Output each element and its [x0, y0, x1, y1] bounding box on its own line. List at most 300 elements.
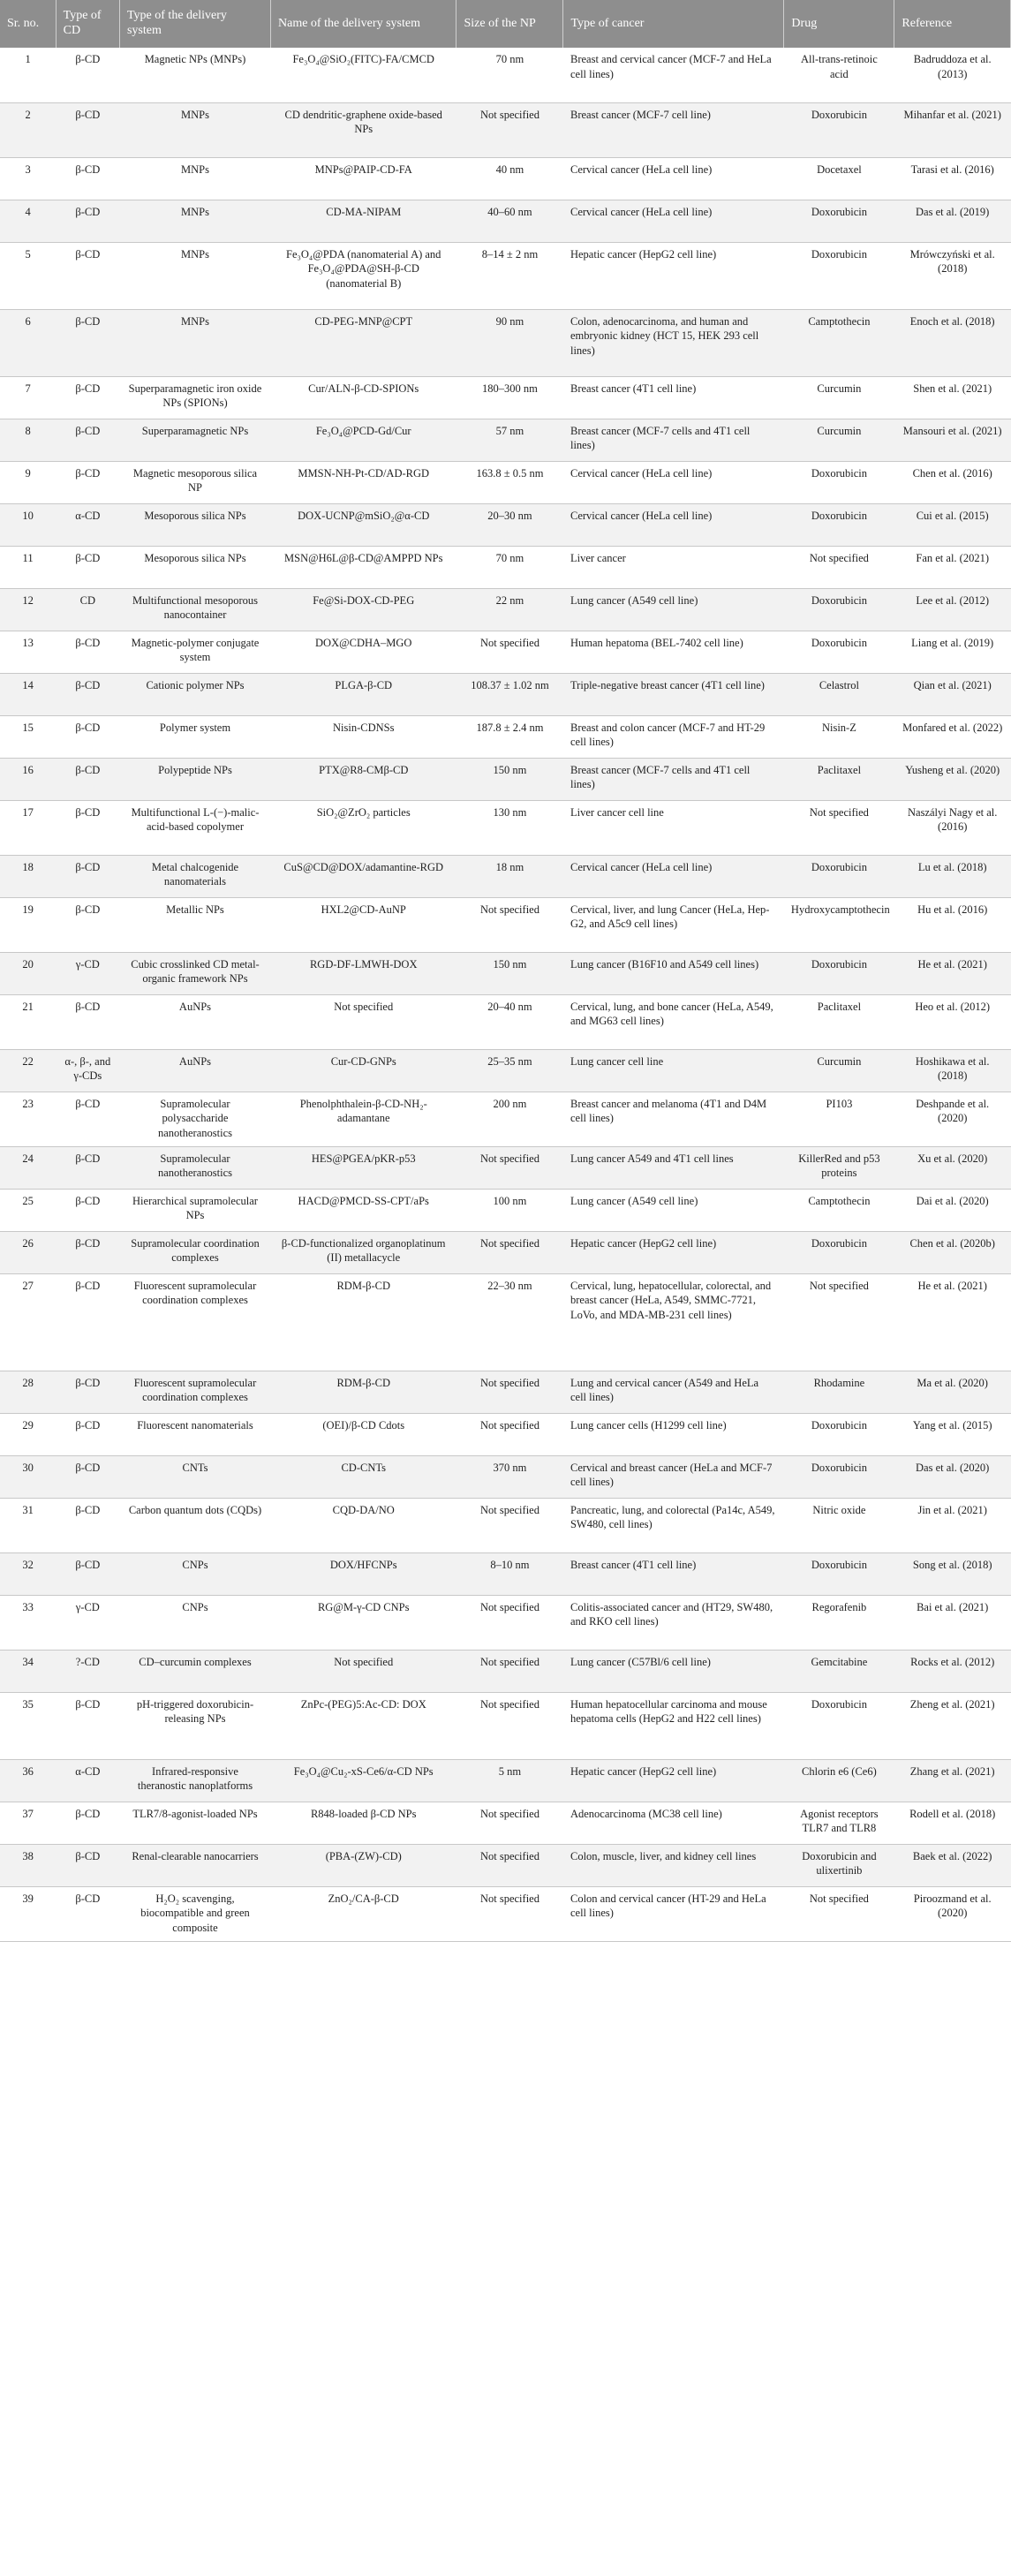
table-row	[0, 1692, 1011, 1759]
cell-delivery-type: Polymer system	[119, 715, 270, 758]
cell-type-of-cd: β-CD	[56, 1552, 119, 1595]
cell-sr-no: 11	[0, 546, 56, 588]
cell-cancer-type: Triple-negative breast cancer (4T1 cell line)	[563, 673, 784, 715]
cell-reference: Mihanfar et al. (2021)	[894, 102, 1011, 157]
cell-cancer-type: Lung cancer (C57Bl/6 cell line)	[563, 1650, 784, 1692]
cell-delivery-name: Fe₃O₄@PDA (nanomaterial A) and Fe₃O₄@PDA@SH-β-CD (nanomaterial B)	[271, 242, 456, 309]
cell-delivery-name: DOX@CDHA–MGO	[271, 631, 456, 673]
cell-cancer-type: Adenocarcinoma (MC38 cell line)	[563, 1802, 784, 1844]
cell-delivery-type: Mesoporous silica NPs	[119, 546, 270, 588]
table-row	[0, 673, 1011, 715]
cell-sr-no: 12	[0, 588, 56, 631]
table-row	[0, 1498, 1011, 1552]
table-row	[0, 588, 1011, 631]
table-row	[0, 419, 1011, 461]
cell-sr-no: 8	[0, 419, 56, 461]
cell-delivery-type: Cationic polymer NPs	[119, 673, 270, 715]
cell-reference: Hu et al. (2016)	[894, 897, 1011, 952]
cell-delivery-name: Cur/ALN-β-CD-SPIONs	[271, 376, 456, 419]
cell-sr-no: 3	[0, 157, 56, 200]
cell-sr-no: 23	[0, 1092, 56, 1146]
cell-sr-no: 18	[0, 855, 56, 897]
cell-sr-no: 17	[0, 800, 56, 855]
table-row	[0, 376, 1011, 419]
cell-delivery-name: CD-PEG-MNP@CPT	[271, 309, 456, 376]
cell-reference: Xu et al. (2020)	[894, 1146, 1011, 1189]
cell-drug: Doxorubicin	[784, 461, 894, 503]
cell-np-size: 150 nm	[456, 758, 563, 800]
header-np-size: Size of the NP	[456, 0, 563, 48]
header-sr-no: Sr. no.	[0, 0, 56, 48]
cell-sr-no: 36	[0, 1759, 56, 1802]
cell-type-of-cd: β-CD	[56, 419, 119, 461]
cell-cancer-type: Human hepatocellular carcinoma and mouse hepatoma cells (HepG2 and H22 cell lines)	[563, 1692, 784, 1759]
cell-drug: Celastrol	[784, 673, 894, 715]
table-row	[0, 855, 1011, 897]
cell-delivery-name: DOX-UCNP@mSiO₂@α-CD	[271, 503, 456, 546]
cell-drug: All-trans-retinoic acid	[784, 48, 894, 102]
cell-type-of-cd: β-CD	[56, 242, 119, 309]
cell-reference: Tarasi et al. (2016)	[894, 157, 1011, 200]
cell-np-size: 40–60 nm	[456, 200, 563, 242]
cell-sr-no: 10	[0, 503, 56, 546]
cell-drug: Rhodamine	[784, 1371, 894, 1413]
cell-np-size: Not specified	[456, 1595, 563, 1650]
cell-reference: Monfared et al. (2022)	[894, 715, 1011, 758]
cell-np-size: 200 nm	[456, 1092, 563, 1146]
cell-np-size: 370 nm	[456, 1455, 563, 1498]
cell-np-size: 8–10 nm	[456, 1552, 563, 1595]
cell-type-of-cd: β-CD	[56, 1231, 119, 1273]
cell-cancer-type: Liver cancer	[563, 546, 784, 588]
cell-cancer-type: Breast cancer (MCF-7 cells and 4T1 cell lines)	[563, 758, 784, 800]
cell-drug: Paclitaxel	[784, 758, 894, 800]
cell-delivery-type: CNTs	[119, 1455, 270, 1498]
cell-np-size: 20–40 nm	[456, 994, 563, 1049]
cell-np-size: 18 nm	[456, 855, 563, 897]
cell-reference: Badruddoza et al. (2013)	[894, 48, 1011, 102]
cell-type-of-cd: β-CD	[56, 631, 119, 673]
cell-delivery-name: Not specified	[271, 1650, 456, 1692]
cell-delivery-name: CD-MA-NIPAM	[271, 200, 456, 242]
cell-np-size: 163.8 ± 0.5 nm	[456, 461, 563, 503]
cell-delivery-name: HACD@PMCD-SS-CPT/aPs	[271, 1189, 456, 1231]
cell-type-of-cd: β-CD	[56, 48, 119, 102]
cell-type-of-cd: β-CD	[56, 1692, 119, 1759]
cell-cancer-type: Colon, muscle, liver, and kidney cell lines	[563, 1844, 784, 1886]
cell-delivery-name: β-CD-functionalized organoplatinum (II) metallacycle	[271, 1231, 456, 1273]
cell-delivery-type: AuNPs	[119, 1049, 270, 1092]
cell-drug: Camptothecin	[784, 1189, 894, 1231]
cell-delivery-name: ZnO₂/CA-β-CD	[271, 1886, 456, 1941]
cell-cancer-type: Cervical cancer (HeLa cell line)	[563, 855, 784, 897]
cell-np-size: 150 nm	[456, 952, 563, 994]
cell-delivery-name: Fe@Si-DOX-CD-PEG	[271, 588, 456, 631]
cell-drug: Doxorubicin	[784, 588, 894, 631]
cell-delivery-name: HXL2@CD-AuNP	[271, 897, 456, 952]
cell-delivery-type: Fluorescent supramolecular coordination complexes	[119, 1273, 270, 1371]
cell-delivery-type: AuNPs	[119, 994, 270, 1049]
cell-cancer-type: Breast cancer (MCF-7 cells and 4T1 cell lines)	[563, 419, 784, 461]
cell-np-size: 108.37 ± 1.02 nm	[456, 673, 563, 715]
cell-np-size: 70 nm	[456, 546, 563, 588]
cell-type-of-cd: β-CD	[56, 1886, 119, 1941]
cell-cancer-type: Hepatic cancer (HepG2 cell line)	[563, 1759, 784, 1802]
cell-sr-no: 37	[0, 1802, 56, 1844]
cell-type-of-cd: γ-CD	[56, 1595, 119, 1650]
cell-cancer-type: Colon, adenocarcinoma, and human and embryonic kidney (HCT 15, HEK 293 cell lines)	[563, 309, 784, 376]
cell-delivery-name: Cur-CD-GNPs	[271, 1049, 456, 1092]
cell-delivery-name: PTX@R8-CMβ-CD	[271, 758, 456, 800]
cell-delivery-type: MNPs	[119, 309, 270, 376]
table-row	[0, 1802, 1011, 1844]
cell-delivery-type: Multifunctional mesoporous nanocontainer	[119, 588, 270, 631]
cell-type-of-cd: β-CD	[56, 157, 119, 200]
cell-np-size: Not specified	[456, 1802, 563, 1844]
cell-reference: Shen et al. (2021)	[894, 376, 1011, 419]
cell-type-of-cd: α-, β-, and γ-CDs	[56, 1049, 119, 1092]
cell-reference: Zhang et al. (2021)	[894, 1759, 1011, 1802]
cell-delivery-type: Superparamagnetic NPs	[119, 419, 270, 461]
table-row	[0, 102, 1011, 157]
cell-reference: Qian et al. (2021)	[894, 673, 1011, 715]
table-row	[0, 1886, 1011, 1941]
cell-sr-no: 34	[0, 1650, 56, 1692]
cell-reference: Rocks et al. (2012)	[894, 1650, 1011, 1692]
cell-reference: Liang et al. (2019)	[894, 631, 1011, 673]
cell-np-size: 20–30 nm	[456, 503, 563, 546]
cell-drug: Doxorubicin	[784, 631, 894, 673]
header-delivery-type: Type of the delivery system	[119, 0, 270, 48]
cell-drug: Doxorubicin	[784, 200, 894, 242]
table-row	[0, 1413, 1011, 1455]
cell-cancer-type: Lung cancer (B16F10 and A549 cell lines)	[563, 952, 784, 994]
cell-drug: Doxorubicin	[784, 102, 894, 157]
table-row	[0, 461, 1011, 503]
cell-cancer-type: Lung cancer (A549 cell line)	[563, 588, 784, 631]
table-row	[0, 1759, 1011, 1802]
cell-delivery-type: Supramolecular coordination complexes	[119, 1231, 270, 1273]
cell-sr-no: 5	[0, 242, 56, 309]
cell-sr-no: 6	[0, 309, 56, 376]
cell-type-of-cd: α-CD	[56, 1759, 119, 1802]
cell-delivery-type: H₂O₂ scavenging, biocompatible and green composite	[119, 1886, 270, 1941]
cell-cancer-type: Cervical, lung, and bone cancer (HeLa, A549, and MG63 cell lines)	[563, 994, 784, 1049]
table-row	[0, 1146, 1011, 1189]
cell-delivery-type: Infrared-responsive theranostic nanoplatforms	[119, 1759, 270, 1802]
cell-reference: Lee et al. (2012)	[894, 588, 1011, 631]
cell-drug: Not specified	[784, 546, 894, 588]
table-row	[0, 503, 1011, 546]
cell-reference: Rodell et al. (2018)	[894, 1802, 1011, 1844]
cell-sr-no: 19	[0, 897, 56, 952]
cell-sr-no: 29	[0, 1413, 56, 1455]
cell-type-of-cd: β-CD	[56, 1092, 119, 1146]
table-row	[0, 631, 1011, 673]
cell-type-of-cd: β-CD	[56, 673, 119, 715]
cell-reference: Jin et al. (2021)	[894, 1498, 1011, 1552]
cell-delivery-type: Metal chalcogenide nanomaterials	[119, 855, 270, 897]
cell-drug: Not specified	[784, 1273, 894, 1371]
cell-delivery-name: Fe₃O₄@Cu₂-xS-Ce6/α-CD NPs	[271, 1759, 456, 1802]
cell-reference: Mrówczyński et al. (2018)	[894, 242, 1011, 309]
cell-type-of-cd: β-CD	[56, 1844, 119, 1886]
header-cancer-type: Type of cancer	[563, 0, 784, 48]
cell-reference: Naszályi Nagy et al. (2016)	[894, 800, 1011, 855]
cell-delivery-type: Mesoporous silica NPs	[119, 503, 270, 546]
cell-np-size: 187.8 ± 2.4 nm	[456, 715, 563, 758]
cell-np-size: Not specified	[456, 1886, 563, 1941]
cell-np-size: 70 nm	[456, 48, 563, 102]
cell-delivery-type: MNPs	[119, 102, 270, 157]
cell-cancer-type: Colitis-associated cancer and (HT29, SW480, and RKO cell lines)	[563, 1595, 784, 1650]
cell-sr-no: 9	[0, 461, 56, 503]
cell-type-of-cd: β-CD	[56, 855, 119, 897]
cell-delivery-name: RDM-β-CD	[271, 1273, 456, 1371]
cell-delivery-name: MNPs@PAIP-CD-FA	[271, 157, 456, 200]
cell-drug: Doxorubicin	[784, 1552, 894, 1595]
cell-drug: Doxorubicin	[784, 1231, 894, 1273]
cell-np-size: Not specified	[456, 1844, 563, 1886]
cell-drug: Doxorubicin	[784, 855, 894, 897]
cell-cancer-type: Cervical cancer (HeLa cell line)	[563, 461, 784, 503]
cell-delivery-type: Magnetic NPs (MNPs)	[119, 48, 270, 102]
table-row	[0, 1092, 1011, 1146]
cell-type-of-cd: CD	[56, 588, 119, 631]
table-row	[0, 1455, 1011, 1498]
cell-cancer-type: Colon and cervical cancer (HT-29 and HeLa cell lines)	[563, 1886, 784, 1941]
cell-cancer-type: Cervical and breast cancer (HeLa and MCF-7 cell lines)	[563, 1455, 784, 1498]
cell-delivery-name: Phenolphthalein-β-CD-NH₂-adamantane	[271, 1092, 456, 1146]
cell-type-of-cd: β-CD	[56, 1189, 119, 1231]
cell-delivery-name: Not specified	[271, 994, 456, 1049]
header-type-of-cd: Type of CD	[56, 0, 119, 48]
cell-drug: Nitric oxide	[784, 1498, 894, 1552]
cell-drug: PI103	[784, 1092, 894, 1146]
cell-np-size: Not specified	[456, 1146, 563, 1189]
cell-drug: Not specified	[784, 800, 894, 855]
cell-cancer-type: Cervical, liver, and lung Cancer (HeLa, Hep-G2, and A5c9 cell lines)	[563, 897, 784, 952]
cell-delivery-name: PLGA-β-CD	[271, 673, 456, 715]
cell-np-size: 130 nm	[456, 800, 563, 855]
cell-drug: Hydroxycamptothecin	[784, 897, 894, 952]
table-row	[0, 242, 1011, 309]
cell-delivery-type: Supramolecular polysaccharide nanotheranostics	[119, 1092, 270, 1146]
cell-reference: Hoshikawa et al. (2018)	[894, 1049, 1011, 1092]
cell-reference: Das et al. (2019)	[894, 200, 1011, 242]
table-row	[0, 1049, 1011, 1092]
table-row	[0, 1844, 1011, 1886]
cell-delivery-name: ZnPc-(PEG)5:Ac-CD: DOX	[271, 1692, 456, 1759]
cell-drug: Agonist receptors TLR7 and TLR8	[784, 1802, 894, 1844]
table-header-row	[0, 0, 1011, 48]
cell-type-of-cd: β-CD	[56, 897, 119, 952]
cell-sr-no: 39	[0, 1886, 56, 1941]
cell-np-size: 25–35 nm	[456, 1049, 563, 1092]
cell-sr-no: 16	[0, 758, 56, 800]
cell-delivery-type: Superparamagnetic iron oxide NPs (SPIONs)	[119, 376, 270, 419]
cell-delivery-name: RG@M-γ-CD CNPs	[271, 1595, 456, 1650]
cell-sr-no: 2	[0, 102, 56, 157]
cell-cancer-type: Lung and cervical cancer (A549 and HeLa cell lines)	[563, 1371, 784, 1413]
cell-type-of-cd: β-CD	[56, 376, 119, 419]
cell-type-of-cd: β-CD	[56, 1273, 119, 1371]
cell-type-of-cd: β-CD	[56, 715, 119, 758]
cell-reference: Mansouri et al. (2021)	[894, 419, 1011, 461]
cell-reference: Heo et al. (2012)	[894, 994, 1011, 1049]
cell-delivery-type: Renal-clearable nanocarriers	[119, 1844, 270, 1886]
cell-drug: Nisin-Z	[784, 715, 894, 758]
cell-delivery-name: (PBA-(ZW)-CD)	[271, 1844, 456, 1886]
cell-np-size: Not specified	[456, 1692, 563, 1759]
cell-cancer-type: Breast cancer (MCF-7 cell line)	[563, 102, 784, 157]
cell-cancer-type: Liver cancer cell line	[563, 800, 784, 855]
cell-sr-no: 33	[0, 1595, 56, 1650]
cell-sr-no: 25	[0, 1189, 56, 1231]
cell-delivery-type: CNPs	[119, 1595, 270, 1650]
cell-delivery-name: SiO₂@ZrO₂ particles	[271, 800, 456, 855]
cell-delivery-type: MNPs	[119, 200, 270, 242]
table-row	[0, 1552, 1011, 1595]
cell-cancer-type: Cervical cancer (HeLa cell line)	[563, 157, 784, 200]
cell-sr-no: 14	[0, 673, 56, 715]
cell-drug: Doxorubicin	[784, 1413, 894, 1455]
cell-sr-no: 22	[0, 1049, 56, 1092]
cell-np-size: Not specified	[456, 1650, 563, 1692]
cell-delivery-type: Supramolecular nanotheranostics	[119, 1146, 270, 1189]
cell-delivery-name: R848-loaded β-CD NPs	[271, 1802, 456, 1844]
cell-reference: He et al. (2021)	[894, 952, 1011, 994]
table-row	[0, 1189, 1011, 1231]
header-reference: Reference	[894, 0, 1011, 48]
cell-type-of-cd: β-CD	[56, 461, 119, 503]
cell-delivery-name: Fe₃O₄@SiO₂(FITC)-FA/CMCD	[271, 48, 456, 102]
cell-delivery-type: Magnetic mesoporous silica NP	[119, 461, 270, 503]
cell-cancer-type: Cervical cancer (HeLa cell line)	[563, 503, 784, 546]
cell-reference: Lu et al. (2018)	[894, 855, 1011, 897]
table-row	[0, 157, 1011, 200]
cell-delivery-type: Metallic NPs	[119, 897, 270, 952]
cell-sr-no: 27	[0, 1273, 56, 1371]
cell-reference: Zheng et al. (2021)	[894, 1692, 1011, 1759]
table-row	[0, 715, 1011, 758]
cell-reference: Fan et al. (2021)	[894, 546, 1011, 588]
cell-delivery-type: Carbon quantum dots (CQDs)	[119, 1498, 270, 1552]
cell-type-of-cd: β-CD	[56, 1455, 119, 1498]
cell-drug: Doxorubicin	[784, 503, 894, 546]
cell-drug: Curcumin	[784, 1049, 894, 1092]
cell-type-of-cd: α-CD	[56, 503, 119, 546]
cell-sr-no: 15	[0, 715, 56, 758]
cell-delivery-name: RGD-DF-LMWH-DOX	[271, 952, 456, 994]
cell-cancer-type: Hepatic cancer (HepG2 cell line)	[563, 1231, 784, 1273]
cell-drug: Doxorubicin	[784, 1455, 894, 1498]
cell-drug: Regorafenib	[784, 1595, 894, 1650]
cell-np-size: Not specified	[456, 1371, 563, 1413]
cell-reference: Baek et al. (2022)	[894, 1844, 1011, 1886]
cell-np-size: Not specified	[456, 1413, 563, 1455]
cell-reference: Dai et al. (2020)	[894, 1189, 1011, 1231]
table-body	[0, 48, 1011, 1941]
cell-sr-no: 20	[0, 952, 56, 994]
cell-np-size: Not specified	[456, 1231, 563, 1273]
cell-delivery-name: CuS@CD@DOX/adamantine-RGD	[271, 855, 456, 897]
cell-drug: Chlorin e6 (Ce6)	[784, 1759, 894, 1802]
cell-sr-no: 4	[0, 200, 56, 242]
cell-type-of-cd: β-CD	[56, 1498, 119, 1552]
cell-delivery-type: TLR7/8-agonist-loaded NPs	[119, 1802, 270, 1844]
table-row	[0, 1371, 1011, 1413]
cell-delivery-name: HES@PGEA/pKR-p53	[271, 1146, 456, 1189]
cell-delivery-name: MMSN-NH-Pt-CD/AD-RGD	[271, 461, 456, 503]
cell-type-of-cd: β-CD	[56, 1413, 119, 1455]
cell-drug: Paclitaxel	[784, 994, 894, 1049]
cell-type-of-cd: β-CD	[56, 546, 119, 588]
cell-cancer-type: Lung cancer cells (H1299 cell line)	[563, 1413, 784, 1455]
cell-delivery-name: DOX/HFCNPs	[271, 1552, 456, 1595]
cell-drug: Doxorubicin and ulixertinib	[784, 1844, 894, 1886]
cell-delivery-name: MSN@H6L@β-CD@AMPPD NPs	[271, 546, 456, 588]
table-row	[0, 758, 1011, 800]
cell-np-size: 8–14 ± 2 nm	[456, 242, 563, 309]
cell-cancer-type: Cervical cancer (HeLa cell line)	[563, 200, 784, 242]
cell-reference: Chen et al. (2016)	[894, 461, 1011, 503]
cell-cancer-type: Pancreatic, lung, and colorectal (Pa14c, A549, SW480, cell lines)	[563, 1498, 784, 1552]
cell-drug: Doxorubicin	[784, 1692, 894, 1759]
cell-sr-no: 24	[0, 1146, 56, 1189]
cell-cancer-type: Breast and cervical cancer (MCF-7 and HeLa cell lines)	[563, 48, 784, 102]
cell-reference: Song et al. (2018)	[894, 1552, 1011, 1595]
cell-delivery-type: Polypeptide NPs	[119, 758, 270, 800]
cell-np-size: 100 nm	[456, 1189, 563, 1231]
table-row	[0, 48, 1011, 102]
cell-delivery-type: MNPs	[119, 157, 270, 200]
cell-delivery-name: (OEI)/β-CD Cdots	[271, 1413, 456, 1455]
cell-delivery-name: RDM-β-CD	[271, 1371, 456, 1413]
cell-sr-no: 13	[0, 631, 56, 673]
cell-delivery-type: CD–curcumin complexes	[119, 1650, 270, 1692]
cell-np-size: Not specified	[456, 897, 563, 952]
cell-reference: Deshpande et al. (2020)	[894, 1092, 1011, 1146]
cell-np-size: Not specified	[456, 1498, 563, 1552]
cell-np-size: Not specified	[456, 631, 563, 673]
cell-reference: Ma et al. (2020)	[894, 1371, 1011, 1413]
table-row	[0, 1273, 1011, 1371]
table-row	[0, 309, 1011, 376]
cell-sr-no: 35	[0, 1692, 56, 1759]
cell-cancer-type: Lung cancer cell line	[563, 1049, 784, 1092]
cell-delivery-name: CQD-DA/NO	[271, 1498, 456, 1552]
cell-drug: Doxorubicin	[784, 952, 894, 994]
cell-sr-no: 21	[0, 994, 56, 1049]
header-drug: Drug	[784, 0, 894, 48]
cell-type-of-cd: ?-CD	[56, 1650, 119, 1692]
cell-type-of-cd: β-CD	[56, 102, 119, 157]
table-row	[0, 1231, 1011, 1273]
cell-delivery-name: CD dendritic-graphene oxide-based NPs	[271, 102, 456, 157]
cell-delivery-type: Fluorescent supramolecular coordination complexes	[119, 1371, 270, 1413]
cell-reference: Cui et al. (2015)	[894, 503, 1011, 546]
cell-delivery-type: Fluorescent nanomaterials	[119, 1413, 270, 1455]
cell-cancer-type: Lung cancer A549 and 4T1 cell lines	[563, 1146, 784, 1189]
cell-sr-no: 28	[0, 1371, 56, 1413]
cell-reference: Das et al. (2020)	[894, 1455, 1011, 1498]
cell-type-of-cd: β-CD	[56, 758, 119, 800]
cell-type-of-cd: β-CD	[56, 994, 119, 1049]
table-row	[0, 1650, 1011, 1692]
cell-delivery-type: CNPs	[119, 1552, 270, 1595]
cell-type-of-cd: β-CD	[56, 1146, 119, 1189]
